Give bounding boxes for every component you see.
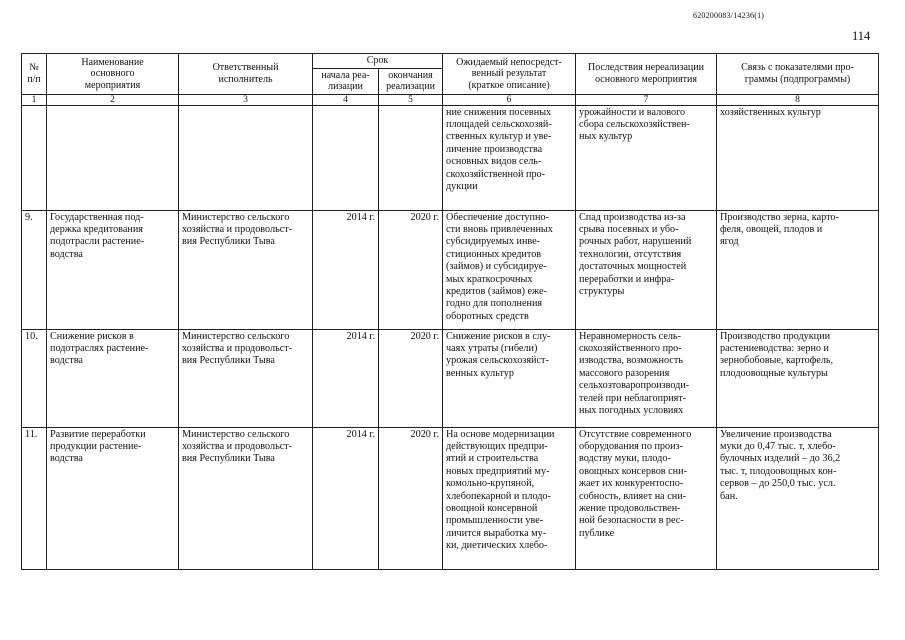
document-code: 620200083/14236(1)	[693, 11, 765, 20]
row-start: 2014 г.	[313, 329, 379, 427]
table-row	[22, 210, 879, 329]
continuation-consequences: урожайности и валового сбора сельскохозяйствен- ных культур	[576, 105, 717, 210]
row-name: Снижение рисков в подотраслях растение- водства	[47, 329, 179, 427]
row-name: Развитие переработки продукции растение- водства	[47, 427, 179, 569]
row-responsible: Министерство сельского хозяйства и продовольст- вия Республики Тыва	[179, 210, 313, 329]
row-end: 2020 г.	[379, 210, 443, 329]
row-consequences: Отсутствие современного оборудования по произ- водству муки, плодо- овощных консервов сни- жает их конкурентоспо- собность, влияет на сни- жение продовольствен- ной безопасности в рес- публике	[576, 427, 717, 569]
header-link: Связь с показателями про- граммы (подпрограммы)	[717, 54, 879, 95]
table-row	[22, 329, 879, 427]
continuation-link: хозяйственных культур	[717, 105, 879, 210]
row-responsible: Министерство сельского хозяйства и продовольст- вия Республики Тыва	[179, 329, 313, 427]
page-number: 114	[852, 29, 871, 43]
measures-table	[21, 53, 879, 570]
row-expected: Снижение рисков в слу- чаях утраты (гибели) урожая сельскохозяйст- венных культур	[443, 329, 576, 427]
row-link: Производство зерна, карто- феля, овощей, плодов и ягод	[717, 210, 879, 329]
header-responsible: Ответственный исполнитель	[179, 54, 313, 95]
header-term-start: начала реа- лизации	[313, 68, 379, 94]
col-number: 5	[379, 94, 443, 105]
col-number: 6	[443, 94, 576, 105]
row-responsible: Министерство сельского хозяйства и продовольст- вия Республики Тыва	[179, 427, 313, 569]
header-consequences: Последствия нереализации основного мероприятия	[576, 54, 717, 95]
col-number: 3	[179, 94, 313, 105]
row-num: 9.	[22, 210, 47, 329]
row-num: 11.	[22, 427, 47, 569]
row-expected: На основе модернизации действующих предпри- ятий и строительства новых предприятий му- комольно-крупяной, хлебопекарной и плодо- овощной консервной промышленности уве- личится выработка му- ки, диетических хлебо-	[443, 427, 576, 569]
header-name: Наименование основного мероприятия	[47, 54, 179, 95]
column-number-row	[22, 94, 879, 105]
col-number: 8	[717, 94, 879, 105]
row-end: 2020 г.	[379, 427, 443, 569]
header-expected: Ожидаемый непосредст- венный результат (краткое описание)	[443, 54, 576, 95]
row-expected: Обеспечение доступно- сти вновь привлеченных субсидируемых инве- стиционных кредитов (займов) и субсидируе- мых краткосрочных кредитов (займов) еже- годно для пополнения оборотных средств	[443, 210, 576, 329]
row-start: 2014 г.	[313, 427, 379, 569]
row-consequences: Неравномерность сель- скохозяйственного про- изводства, возможность массового разорения сельхозтоваропроизводи- телей при неблагоприят- ных погодных условиях	[576, 329, 717, 427]
row-name: Государственная под- держка кредитования подотрасли растение- водства	[47, 210, 179, 329]
header-term: Срок	[313, 54, 443, 69]
row-start: 2014 г.	[313, 210, 379, 329]
col-number: 4	[313, 94, 379, 105]
col-number: 1	[22, 94, 47, 105]
row-num: 10.	[22, 329, 47, 427]
row-link: Производство продукции растениеводства: зерно и зернобобовые, картофель, плодоовощные культуры	[717, 329, 879, 427]
row-consequences: Спад производства из-за срыва посевных и убо- рочных работ, нарушений технологии, отсутствия достаточных мощностей переработки и инфра- структуры	[576, 210, 717, 329]
col-number: 2	[47, 94, 179, 105]
continuation-row	[22, 105, 879, 210]
row-end: 2020 г.	[379, 329, 443, 427]
table-row	[22, 427, 879, 569]
col-number: 7	[576, 94, 717, 105]
header-num: № п/п	[22, 54, 47, 95]
continuation-expected: ние снижения посевных площадей сельскохозяй- ственных культур и уве- личение производства основных видов сель- скохозяйственной про- дукции	[443, 105, 576, 210]
row-link: Увеличение производства муки до 0,47 тыс. т, хлебо- булочных изделий – до 36,2 тыс. т, плодоовощных кон- сервов – до 250,0 тыс. усл. бан.	[717, 427, 879, 569]
header-term-end: окончания реализации	[379, 68, 443, 94]
